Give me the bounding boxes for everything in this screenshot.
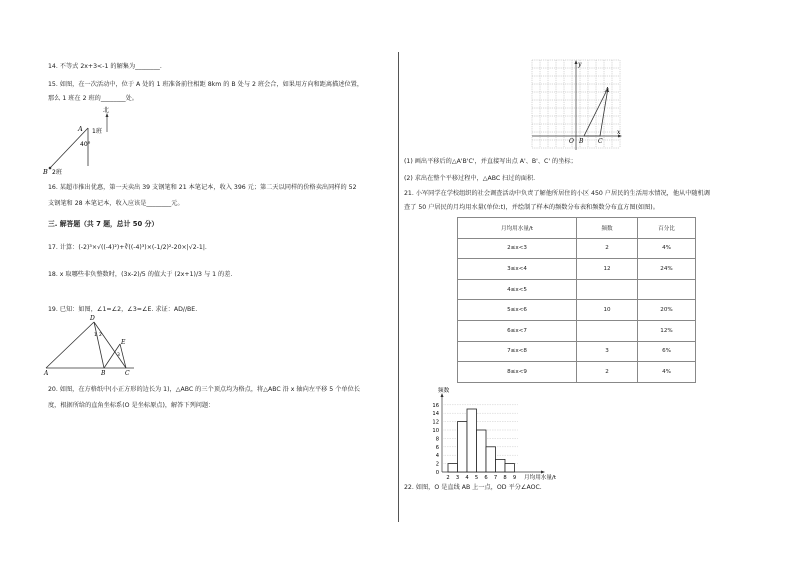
- x-tick-label: 3: [455, 475, 460, 481]
- question-16-line1: 16. 某超市推出优惠，第一天卖出 39 支钢笔和 21 本笔记本，收入 396 元；第二天以同样的价格卖出同样的 52: [48, 184, 357, 191]
- question-20-line2: 度，根据所给的直角坐标系(O 是坐标原点)，解答下列问题：: [48, 402, 215, 409]
- point-b-label: B: [101, 370, 106, 377]
- column-divider: [398, 52, 399, 522]
- q15-direction-figure: [40, 106, 130, 178]
- histogram-bar: [448, 464, 458, 472]
- table-row: [458, 238, 696, 259]
- histogram-bar: [496, 459, 506, 472]
- table-cell: 7≤x<8: [458, 341, 577, 362]
- question-16-line2: 支钢笔和 28 本笔记本，收入应该是________元。: [48, 200, 184, 207]
- table-header: 频数: [577, 218, 638, 239]
- table-cell: [577, 279, 638, 300]
- table-row: [458, 300, 696, 321]
- table-cell: 4%: [638, 362, 696, 383]
- question-20-sub2: (2) 求出在整个平移过程中，△ABC 扫过的面积.: [404, 175, 536, 182]
- table-cell: 2≤x<3: [458, 238, 577, 259]
- question-14: 14. 不等式 2x+3<-1 的解集为________.: [48, 63, 162, 70]
- frequency-histogram: [420, 388, 560, 482]
- class1-label: 1班: [92, 128, 102, 135]
- angle-label: 40°: [80, 141, 91, 148]
- y-axis-label: y: [578, 61, 582, 68]
- x-tick-label: 2: [446, 475, 450, 481]
- table-row: [458, 320, 696, 341]
- y-tick-label: 14: [432, 411, 439, 418]
- table-cell: 12%: [638, 320, 696, 341]
- question-18: 18. x 取哪些非负整数时，(3x-2)/5 的值大于 (2x+1)/3 与 1 的差.: [48, 271, 233, 278]
- point-c-label: C: [598, 138, 603, 145]
- x-tick-label: 5: [474, 475, 479, 481]
- point-b-label: B: [43, 168, 48, 176]
- point-a-label: A: [78, 125, 83, 133]
- question-20-line1: 20. 如图，在方格纸中(小正方形的边长为 1)，△ABC 的三个顶点均为格点，将△ABC 沿 x 轴向左平移 5 个单位长: [48, 386, 360, 393]
- point-d-label: D: [90, 315, 95, 322]
- table-row: [458, 279, 696, 300]
- x-axis-label: x: [617, 129, 621, 136]
- table-header-row: [458, 218, 696, 239]
- angle-2-label: 2: [99, 333, 102, 338]
- point-a-label: A: [605, 87, 610, 94]
- table-cell: 6%: [638, 341, 696, 362]
- angle-1-label: 1: [94, 333, 97, 338]
- point-b-label: B: [579, 138, 584, 145]
- question-21-line2: 查了 50 户居民的月均用水量(单位:t)，并绘制了样本的频数分布表和频数分布直方图(如图)。: [404, 204, 659, 211]
- table-cell: 4≤x<5: [458, 279, 577, 300]
- table-cell: 24%: [638, 259, 696, 280]
- table-cell: 2: [577, 238, 638, 259]
- y-tick-label: 2: [435, 461, 439, 468]
- coordinate-grid-figure: [532, 60, 624, 152]
- table-cell: 6≤x<7: [458, 320, 577, 341]
- table-cell: 5≤x<6: [458, 300, 577, 321]
- y-tick-label: 4: [435, 453, 439, 460]
- y-axis-title: 频数: [438, 388, 450, 394]
- angle-3-label: 3: [117, 353, 120, 358]
- table-cell: [577, 320, 638, 341]
- table-cell: 20%: [638, 300, 696, 321]
- question-15-line2: 那么 1 班在 2 班的________处。: [48, 95, 138, 102]
- histogram-bar: [467, 409, 477, 472]
- point-e-label: E: [121, 339, 126, 346]
- histogram-bar: [458, 422, 468, 472]
- table-cell: 3≤x<4: [458, 259, 577, 280]
- table-cell: 2: [577, 362, 638, 383]
- frequency-table: [457, 217, 696, 383]
- question-15-line1: 15. 如图，在一次活动中，位于 A 处的 1 班准备前往相距 8km 的 B 处与 2 班会合，如果用方向和距离描述位置，: [48, 81, 364, 88]
- histogram-bar: [505, 464, 515, 472]
- point-a-label: A: [44, 370, 49, 377]
- histogram-bar: [486, 447, 496, 472]
- table-header: 月均用水量/t: [458, 218, 577, 239]
- north-label: 北: [103, 107, 110, 114]
- y-tick-label: 8: [435, 436, 439, 443]
- question-21-line1: 21. 小军同学在学校组织的社会调查活动中负责了解他所居住的小区 450 户居民的生活用水情况，他从中随机调: [404, 190, 710, 197]
- x-tick-label: 9: [512, 475, 517, 481]
- table-cell: 4%: [638, 238, 696, 259]
- table-cell: 12: [577, 259, 638, 280]
- table-row: [458, 341, 696, 362]
- x-tick-label: 6: [484, 475, 488, 481]
- table-row: [458, 259, 696, 280]
- table-cell: [638, 279, 696, 300]
- y-tick-label: 6: [435, 444, 439, 451]
- table-cell: 8≤x<9: [458, 362, 577, 383]
- class2-label: 2班: [52, 169, 62, 176]
- question-17: 17. 计算：(-2)³×√((-4)²)+∛((-4)³)×(-1/2)²-20×|√2-1|.: [48, 244, 207, 251]
- question-20-sub1: (1) 画出平移后的△A'B'C'，并直接写出点 A'、B'、C' 的坐标；: [404, 158, 577, 165]
- question-22: 22. 如图，O 是直线 AB 上一点，OD 平分∠AOC.: [404, 484, 542, 491]
- question-19: 19. 已知：如图，∠1=∠2，∠3=∠E. 求证：AD//BE.: [48, 306, 198, 313]
- origin-label: O: [569, 138, 574, 145]
- x-tick-label: 4: [465, 475, 469, 481]
- table-row: [458, 362, 696, 383]
- y-tick-label: 10: [432, 428, 439, 434]
- x-tick-label: 7: [493, 475, 498, 481]
- section-3-heading: 三. 解答题（共 7 题，总计 50 分）: [48, 220, 159, 228]
- y-tick-label: 16: [432, 402, 439, 409]
- x-tick-label: 8: [503, 475, 507, 481]
- table-cell: 10: [577, 300, 638, 321]
- y-tick-label: 12: [432, 419, 439, 426]
- table-header: 百分比: [638, 218, 696, 239]
- point-c-label: C: [125, 370, 130, 377]
- table-cell: 3: [577, 341, 638, 362]
- q19-geometry-figure: [44, 316, 144, 376]
- x-axis-title: 月均用水量/t: [524, 475, 557, 481]
- histogram-bar: [477, 430, 487, 472]
- y-tick-label: 0: [435, 470, 439, 476]
